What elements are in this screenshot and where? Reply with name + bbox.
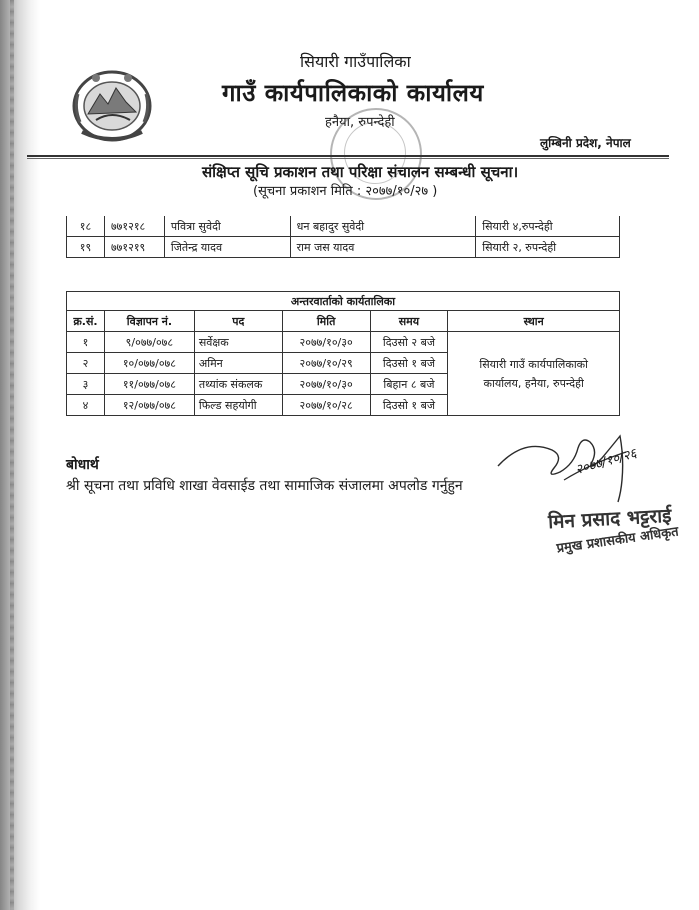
ad-no-cell: ९/०७७/०७८	[104, 332, 194, 353]
candidate-list-table	[66, 216, 620, 258]
header-divider	[27, 155, 669, 157]
father-name-cell: राम जस यादव	[290, 237, 476, 258]
signer-name: मिन प्रसाद भट्टराई	[547, 504, 672, 534]
post-cell: फिल्ड सहयोगी	[194, 395, 282, 416]
father-name-cell: धन बहादुर सुवेदी	[290, 216, 476, 237]
date-cell: २०७७/१०/२८	[282, 395, 370, 416]
address-cell: सियारी २, रुपन्देही	[476, 237, 620, 258]
header-time: समय	[370, 311, 448, 332]
sn-cell: ३	[67, 374, 105, 395]
venue-cell	[448, 332, 620, 416]
name-cell: पवित्रा सुवेदी	[164, 216, 290, 237]
notice-title: संक्षिप्त सूचि प्रकाशन तथा परिक्षा संचालन सम्बन्धी सूचना।	[202, 163, 519, 181]
venue-line: सियारी गाउँ कार्यपालिकाको	[479, 357, 588, 371]
province-label: लुम्बिनी प्रदेश, नेपाल	[540, 136, 631, 150]
ad-no-cell: १०/०७७/०७८	[104, 353, 194, 374]
header-ad-no: विज्ञापन नं.	[104, 311, 194, 332]
table-row	[67, 237, 620, 258]
time-cell: बिहान ८ बजे	[370, 374, 448, 395]
municipality-name: सियारी गाउँपालिका	[300, 52, 411, 71]
post-cell: तथ्यांक संकलक	[194, 374, 282, 395]
nepal-emblem-icon	[66, 64, 158, 146]
header-post: पद	[194, 311, 282, 332]
table-row	[67, 216, 620, 237]
sn-cell: १	[67, 332, 105, 353]
ad-no-cell: ११/०७७/०७८	[104, 374, 194, 395]
table-row	[67, 332, 620, 353]
fyi-text: श्री सूचना तथा प्रविधि शाखा वेवसाईड तथा सामाजिक संजालमा अपलोड गर्नुहुन	[66, 478, 463, 494]
date-cell: २०७७/१०/२९	[282, 353, 370, 374]
time-cell: दिउसो १ बजे	[370, 395, 448, 416]
sn-cell: ४	[67, 395, 105, 416]
date-cell: २०७७/१०/३०	[282, 374, 370, 395]
notice-date: (सूचना प्रकाशन मिति : २०७७/१०/२७ )	[253, 184, 438, 199]
address-cell: सियारी ४,रुपन्देही	[476, 216, 620, 237]
signature-date: २०७७/१०/२६	[573, 446, 639, 478]
roll-cell: ७७१२१९	[104, 237, 164, 258]
venue-line: कार्यालय, हनैया, रुपन्देही	[483, 376, 584, 390]
header-venue: स्थान	[448, 311, 620, 332]
time-cell: दिउसो २ बजे	[370, 332, 448, 353]
sn-cell: २	[67, 353, 105, 374]
header-divider-thin	[27, 158, 669, 159]
schedule-header-row	[67, 311, 620, 332]
office-title: गाउँ कार्यपालिकाको कार्यालय	[222, 79, 484, 107]
serial-cell: १८	[67, 216, 105, 237]
schedule-title: अन्तरवार्ताको कार्यतालिका	[67, 292, 620, 311]
scan-binding-edge	[10, 0, 14, 910]
name-cell: जितेन्द्र यादव	[164, 237, 290, 258]
header-date: मिति	[282, 311, 370, 332]
scan-shadow-edge	[0, 0, 40, 910]
signer-designation: प्रमुख प्रशासकीय अधिकृत	[555, 524, 680, 557]
ad-no-cell: १२/०७७/०७८	[104, 395, 194, 416]
fyi-title: बोधार्थ	[66, 457, 99, 473]
date-cell: २०७७/१०/३०	[282, 332, 370, 353]
post-cell: सर्वेक्षक	[194, 332, 282, 353]
roll-cell: ७७१२१८	[104, 216, 164, 237]
time-cell: दिउसो १ बजे	[370, 353, 448, 374]
office-place: हनैया, रुपन्देही	[325, 115, 395, 130]
header-sn: क्र.सं.	[67, 311, 105, 332]
serial-cell: १९	[67, 237, 105, 258]
post-cell: अमिन	[194, 353, 282, 374]
interview-schedule-table	[66, 291, 620, 416]
